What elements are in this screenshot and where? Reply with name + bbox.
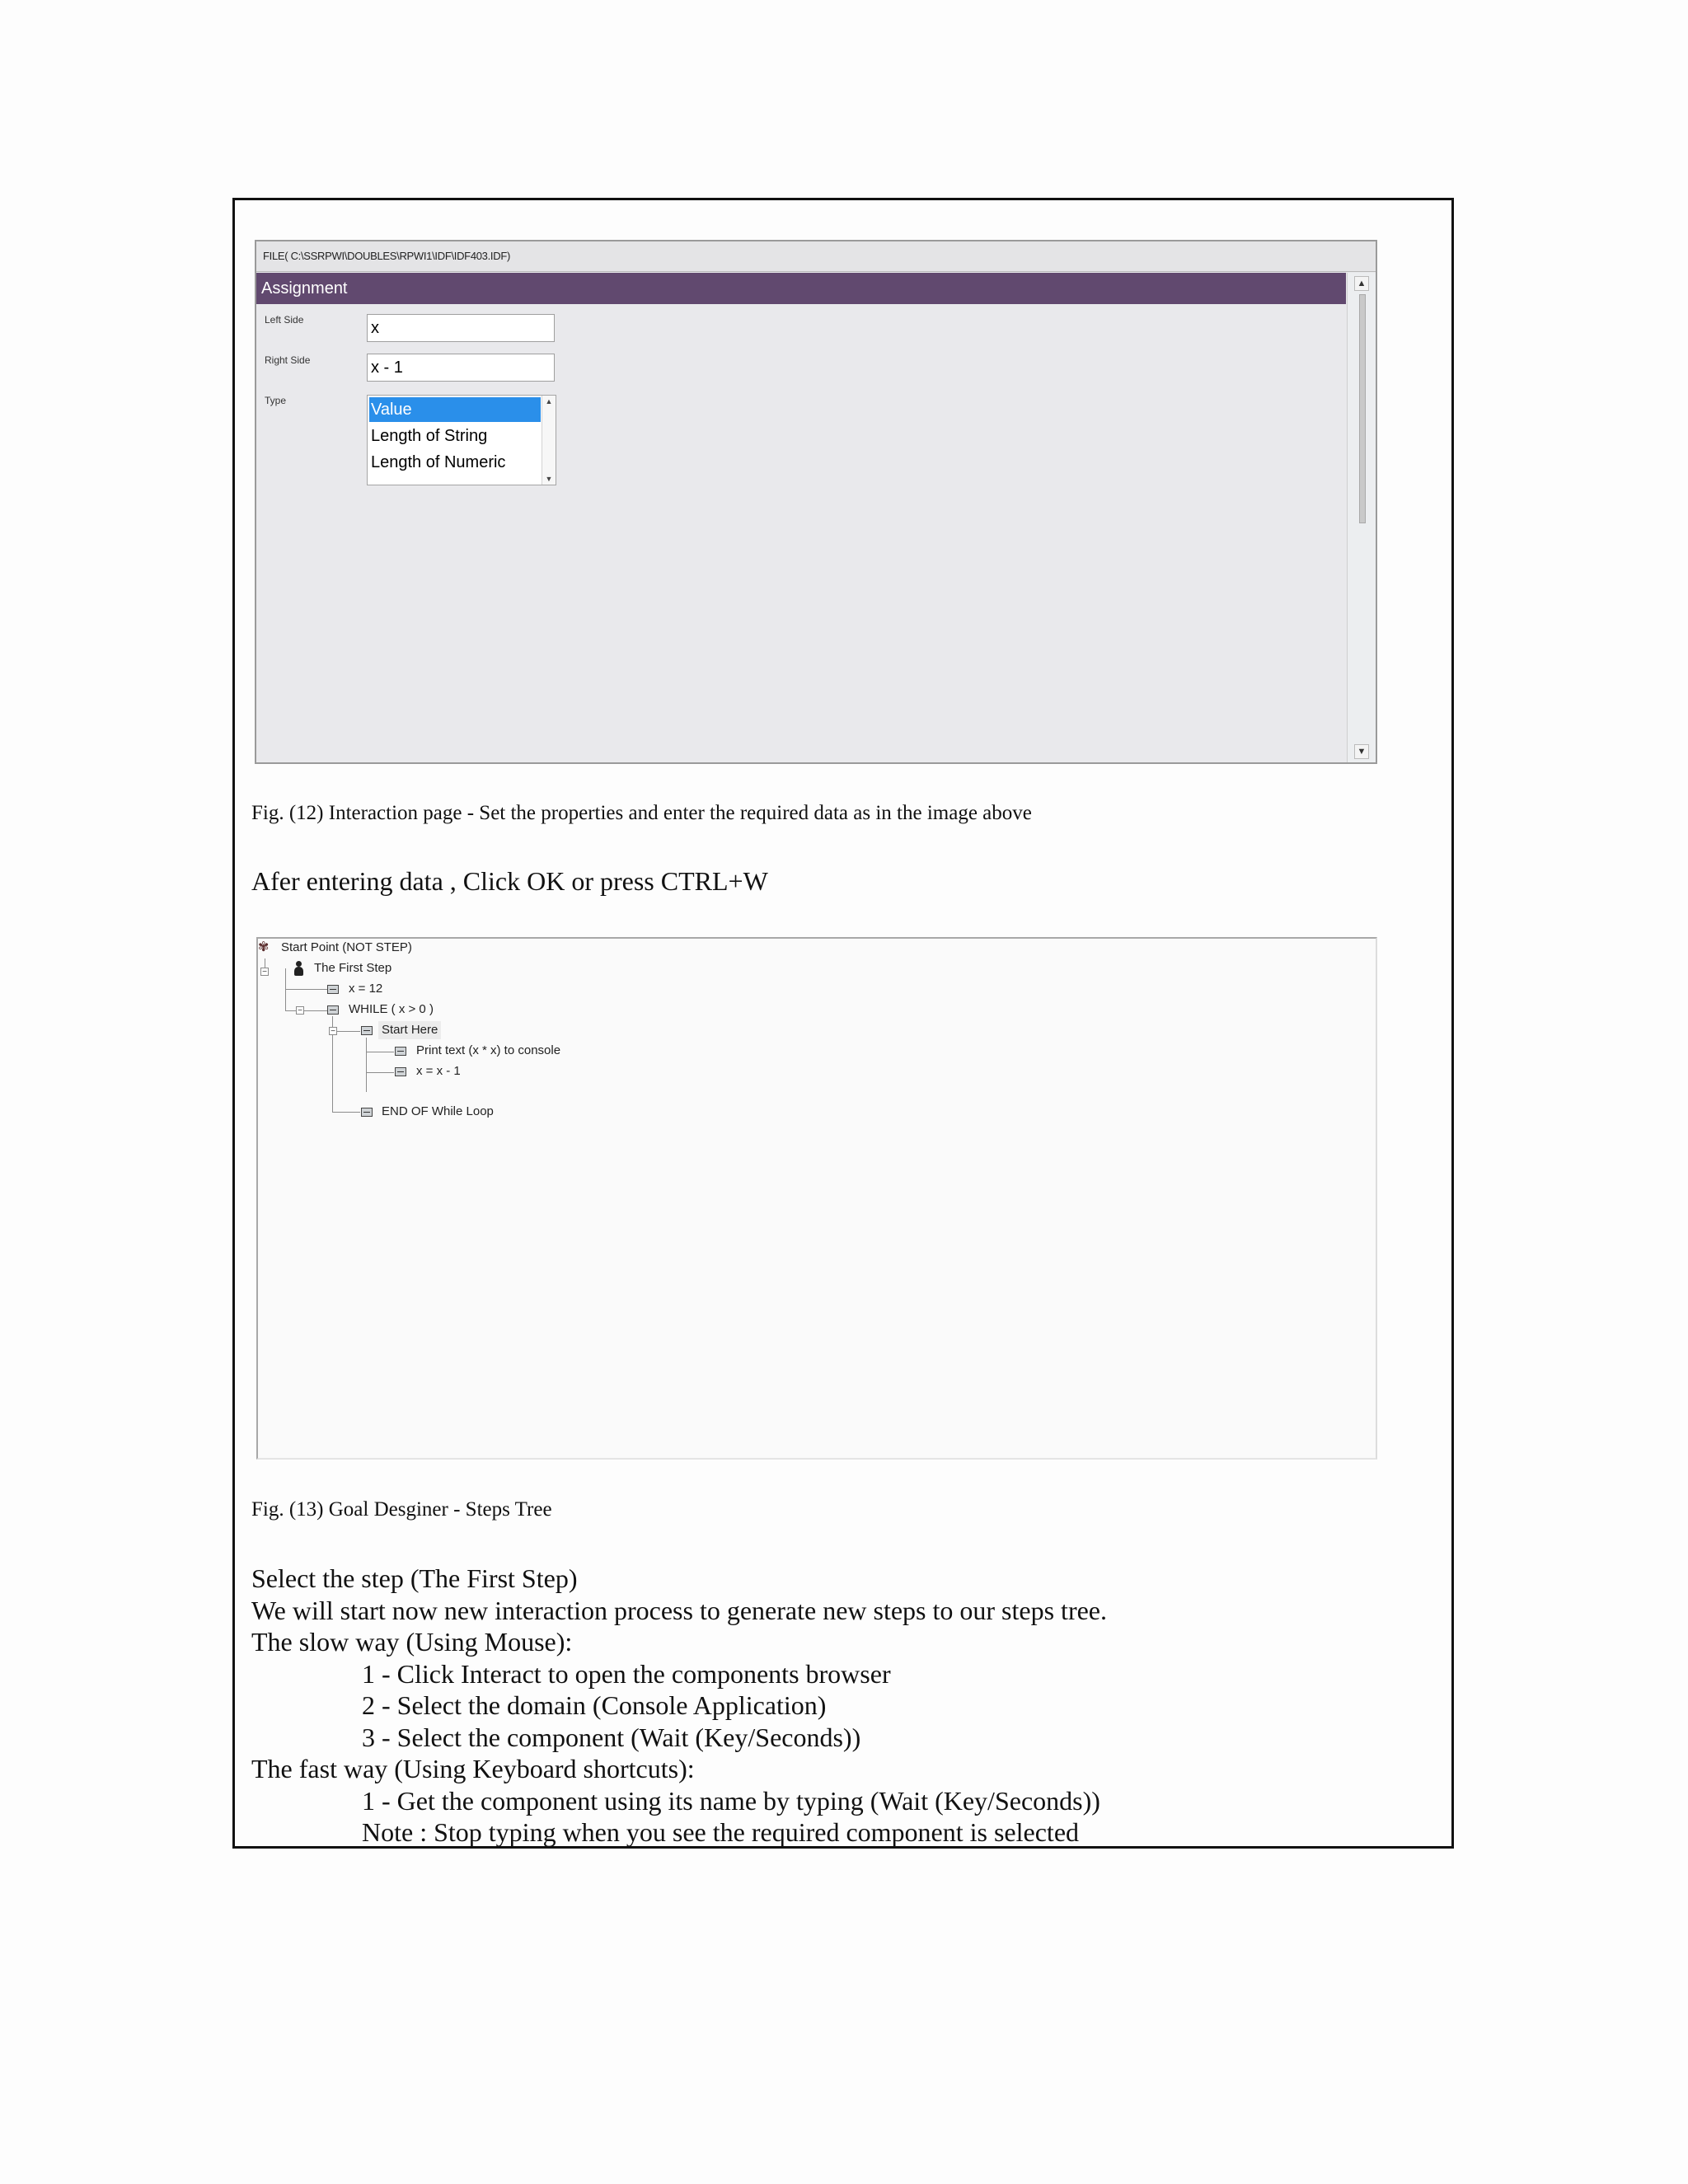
tree-node-decrement[interactable]: x = x - 1	[416, 1064, 461, 1078]
listbox-up-arrow-icon[interactable]: ▲	[545, 397, 553, 405]
tree-node-end-while[interactable]: END OF While Loop	[382, 1104, 494, 1118]
tree-node-while[interactable]: WHILE ( x > 0 )	[349, 1002, 434, 1016]
expander-while[interactable]: −	[296, 1006, 304, 1015]
right-side-label: Right Side	[265, 354, 311, 366]
scroll-thumb[interactable]	[1359, 294, 1366, 523]
slow-step-2: 2 - Select the domain (Console Application)	[362, 1690, 827, 1720]
vertical-scrollbar[interactable]	[1347, 273, 1376, 762]
fast-way-heading: The fast way (Using Keyboard shortcuts):	[251, 1754, 695, 1783]
type-option-length-of-string[interactable]: Length of String	[371, 427, 488, 445]
start-point-icon: ✾	[258, 940, 270, 954]
tree-connector	[285, 989, 330, 990]
instruction-line-2: We will start now new interaction process to generate new steps to our steps tree.	[251, 1596, 1107, 1625]
panel-title: Assignment	[256, 273, 1346, 304]
person-icon	[293, 961, 304, 976]
type-label: Type	[265, 395, 287, 406]
page-frame	[232, 198, 1454, 1849]
step-icon	[361, 1026, 373, 1035]
slow-step-3: 3 - Select the component (Wait (Key/Seconds))	[362, 1722, 861, 1752]
tree-node-start-here[interactable]: Start Here	[378, 1021, 441, 1039]
instruction-line-1: Select the step (The First Step)	[251, 1563, 578, 1593]
tree-connector	[285, 1010, 330, 1011]
step-icon	[395, 1067, 406, 1076]
tree-connector	[366, 1072, 394, 1073]
left-side-input[interactable]: x	[367, 314, 555, 342]
listbox-scrollbar[interactable]	[542, 396, 556, 485]
fast-step-1: 1 - Get the component using its name by typing (Wait (Key/Seconds))	[362, 1786, 1100, 1816]
file-path-bar: FILE( C:\SSRPWI\DOUBLES\RPWI1\IDF\IDF403.IDF)	[256, 241, 1376, 272]
fig12-caption: Fig. (12) Interaction page - Set the properties and enter the required data as in the image above	[251, 802, 1032, 824]
tree-connector	[332, 1112, 360, 1113]
step-icon	[361, 1108, 373, 1117]
expander-first-step[interactable]: −	[260, 968, 269, 976]
type-listbox[interactable]	[367, 395, 556, 485]
left-side-label: Left Side	[265, 314, 304, 326]
instruction-after-data: Afer entering data , Click OK or press CTRL+W	[251, 866, 768, 896]
tree-connector	[366, 1038, 367, 1092]
expander-start-here[interactable]: −	[329, 1027, 337, 1035]
step-icon	[327, 1005, 339, 1015]
steps-tree-panel	[256, 937, 1377, 1460]
tree-node-start-point[interactable]: Start Point (NOT STEP)	[281, 940, 412, 954]
tree-node-print[interactable]: Print text (x * x) to console	[416, 1043, 561, 1057]
tree-connector	[285, 968, 286, 1011]
tree-node-x-assign[interactable]: x = 12	[349, 982, 383, 996]
type-option-value[interactable]: Value	[369, 397, 541, 422]
fig13-caption: Fig. (13) Goal Desginer - Steps Tree	[251, 1498, 552, 1521]
scroll-down-arrow-icon[interactable]: ▼	[1354, 744, 1369, 759]
slow-step-1: 1 - Click Interact to open the components browser	[362, 1659, 891, 1689]
assignment-dialog	[255, 240, 1377, 764]
type-option-length-of-numeric[interactable]: Length of Numeric	[371, 453, 506, 471]
tree-node-first-step[interactable]: The First Step	[314, 961, 392, 975]
right-side-input[interactable]: x - 1	[367, 354, 555, 382]
listbox-down-arrow-icon[interactable]: ▼	[545, 475, 553, 483]
step-icon	[327, 985, 339, 994]
fast-note: Note : Stop typing when you see the required component is selected	[362, 1817, 1080, 1847]
step-icon	[395, 1047, 406, 1056]
slow-way-heading: The slow way (Using Mouse):	[251, 1627, 573, 1657]
scroll-up-arrow-icon[interactable]: ▲	[1354, 276, 1369, 291]
